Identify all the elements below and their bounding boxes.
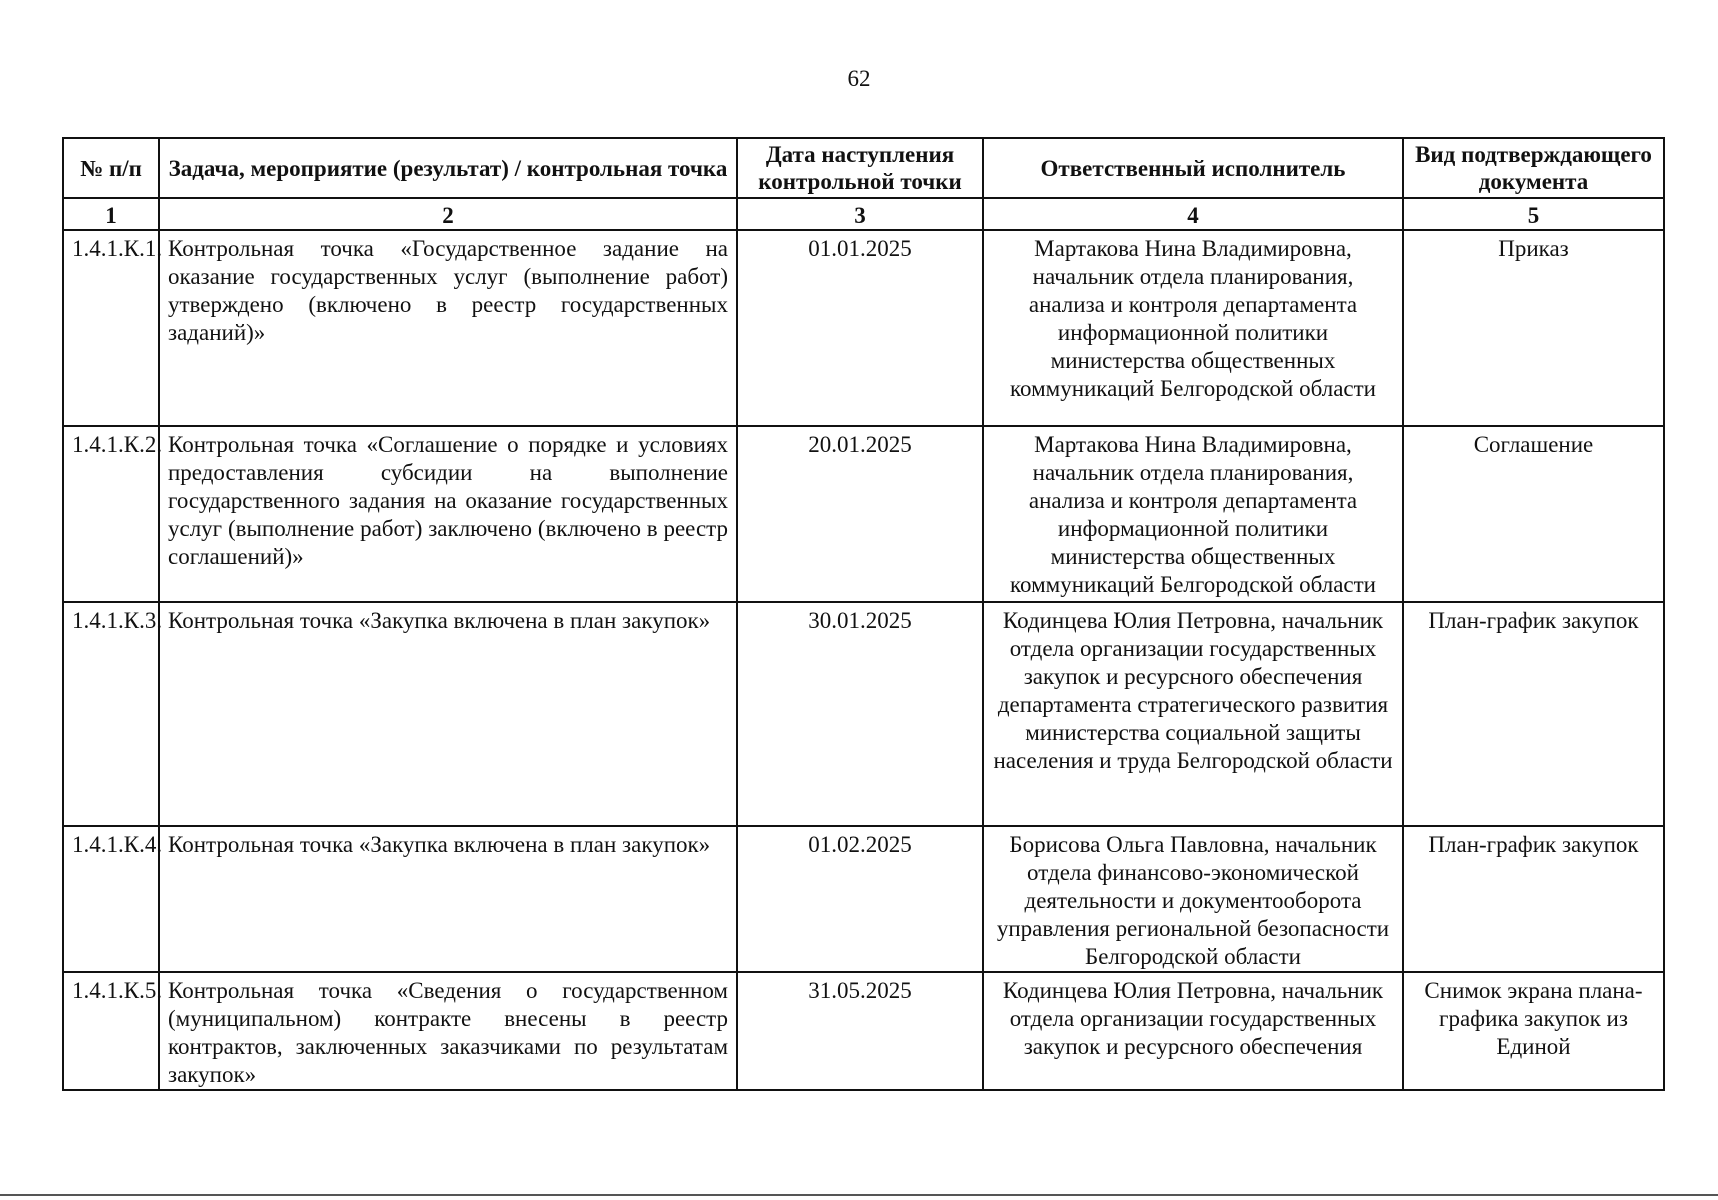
column-number: 3 bbox=[737, 198, 983, 230]
header-date: Дата наступления контрольной точки bbox=[737, 138, 983, 198]
column-number: 1 bbox=[63, 198, 159, 230]
row-date: 31.05.2025 bbox=[737, 972, 983, 1090]
row-date: 20.01.2025 bbox=[737, 426, 983, 602]
row-executor: Кодинцева Юлия Петровна, начальник отдела организации государственных закупок и ресурсного обеспечения bbox=[983, 972, 1403, 1090]
header-doc: Вид подтверждающего документа bbox=[1403, 138, 1664, 198]
column-number: 5 bbox=[1403, 198, 1664, 230]
row-code: 1.4.1.К.5. bbox=[63, 972, 159, 1090]
row-executor: Мартакова Нина Владимировна, начальник отдела планирования, анализа и контроля департамента информационной политики министерства общественных коммуникаций Белгородской области bbox=[983, 426, 1403, 602]
row-code: 1.4.1.К.3. bbox=[63, 602, 159, 826]
column-number-row bbox=[63, 198, 1664, 230]
row-date: 01.02.2025 bbox=[737, 826, 983, 972]
row-doc: Соглашение bbox=[1403, 426, 1664, 602]
table-row bbox=[63, 426, 1664, 602]
row-task: Контрольная точка «Сведения о государственном (муниципальном) контракте внесены в реестр контрактов, заключенных заказчиками по результатам закупок» bbox=[159, 972, 737, 1090]
row-code: 1.4.1.К.1. bbox=[63, 230, 159, 426]
row-task: Контрольная точка «Государственное задание на оказание государственных услуг (выполнение работ) утверждено (включено в реестр государственных заданий)» bbox=[159, 230, 737, 426]
row-doc: План-график закупок bbox=[1403, 826, 1664, 972]
row-doc: План-график закупок bbox=[1403, 602, 1664, 826]
column-number: 4 bbox=[983, 198, 1403, 230]
row-date: 01.01.2025 bbox=[737, 230, 983, 426]
row-code: 1.4.1.К.2. bbox=[63, 426, 159, 602]
header-num: № п/п bbox=[63, 138, 159, 198]
row-date: 30.01.2025 bbox=[737, 602, 983, 826]
control-points-table bbox=[62, 137, 1665, 1091]
header-executor: Ответственный исполнитель bbox=[983, 138, 1403, 198]
row-task: Контрольная точка «Соглашение о порядке и условиях предоставления субсидии на выполнение государственного задания на оказание государственных услуг (выполнение работ) заключено (включено в реестр соглашений)» bbox=[159, 426, 737, 602]
table-row bbox=[63, 826, 1664, 972]
row-executor: Мартакова Нина Владимировна, начальник отдела планирования, анализа и контроля департамента информационной политики министерства общественных коммуникаций Белгородской области bbox=[983, 230, 1403, 426]
row-executor: Борисова Ольга Павловна, начальник отдела финансово-экономической деятельности и документооборота управления региональной безопасности Белгородской области bbox=[983, 826, 1403, 972]
scan-edge-line bbox=[0, 1194, 1718, 1196]
page-number: 62 bbox=[847, 66, 871, 91]
row-executor: Кодинцева Юлия Петровна, начальник отдела организации государственных закупок и ресурсного обеспечения департамента стратегического развития министерства социальной защиты населения и труда Белгородской области bbox=[983, 602, 1403, 826]
row-task: Контрольная точка «Закупка включена в план закупок» bbox=[159, 602, 737, 826]
row-doc: Снимок экрана плана-графика закупок из Единой bbox=[1403, 972, 1664, 1090]
table-row bbox=[63, 972, 1664, 1090]
row-doc: Приказ bbox=[1403, 230, 1664, 426]
row-code: 1.4.1.К.4. bbox=[63, 826, 159, 972]
table-row bbox=[63, 230, 1664, 426]
row-task: Контрольная точка «Закупка включена в план закупок» bbox=[159, 826, 737, 972]
header-task: Задача, мероприятие (результат) / контрольная точка bbox=[159, 138, 737, 198]
table-row bbox=[63, 602, 1664, 826]
column-number: 2 bbox=[159, 198, 737, 230]
header-row bbox=[63, 138, 1664, 198]
